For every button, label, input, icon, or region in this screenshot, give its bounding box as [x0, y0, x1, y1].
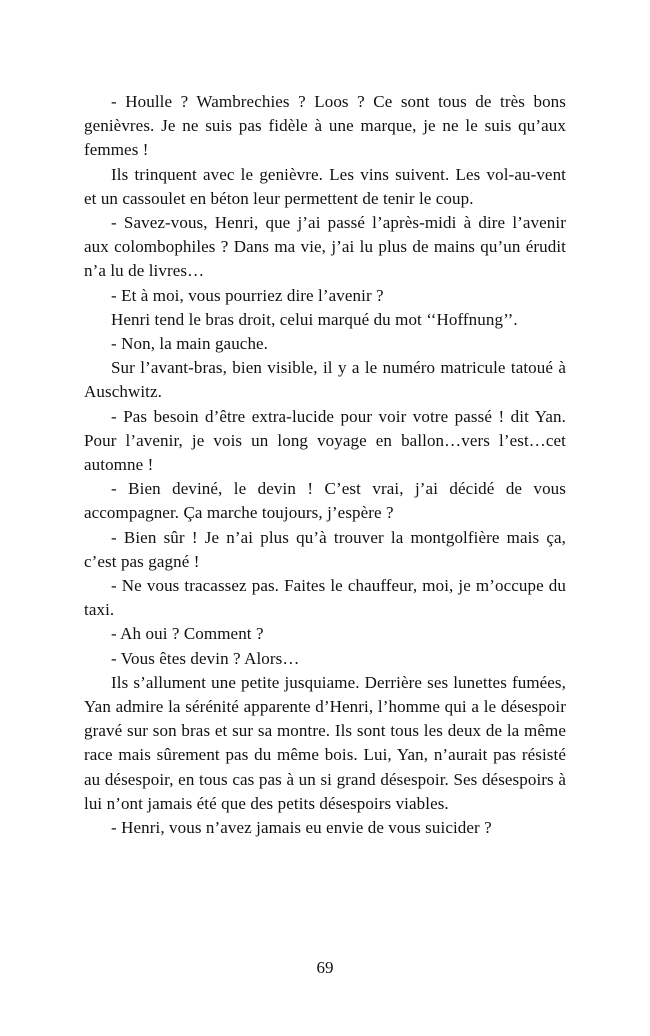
- paragraph: - Ah oui ? Comment ?: [111, 624, 264, 644]
- paragraph: Henri tend le bras droit, celui marqué du mot ‘‘Hoffnung’’.: [111, 309, 518, 329]
- paragraph: - Non, la main gauche.: [111, 334, 269, 354]
- paragraph: - Bien sûr ! Je n’ai plus qu’à trouver la montgolfière mais ça, c’est pas gagné !: [84, 527, 566, 571]
- paragraph: - Et à moi, vous pourriez dire l’avenir ?: [111, 285, 384, 305]
- paragraph: Ils trinquent avec le genièvre. Les vins suivent. Les vol-au-vent et un cassoulet en béton leur permettent de tenir le coup.: [84, 164, 566, 208]
- paragraph: - Savez-vous, Henri, que j’ai passé l’après-midi à dire l’avenir aux colombophiles ? Dans ma vie, j’ai lu plus de mains qu’un érudit n’a lu de livres…: [84, 213, 566, 281]
- paragraph: Sur l’avant-bras, bien visible, il y a le numéro matricule tatoué à Auschwitz.: [84, 358, 566, 402]
- page-number: 69: [316, 958, 334, 977]
- paragraph: Ils s’allument une petite jusquiame. Derrière ses lunettes fumées, Yan admire la sérénité apparente d’Henri, l’homme qui a le désespoir gravé sur son bras et sur sa montre. Ils sont tous les deux de la même race mais sûrement pas du même bois. Lui, Yan, n’aurait pas résisté au désespoir, en tous cas pas à un si grand désespoir. Ses désespoirs à lui n’ont jamais été que des petits désespoirs viables.: [84, 672, 566, 813]
- paragraph: - Houlle ? Wambrechies ? Loos ? Ce sont tous de très bons genièvres. Je ne suis pas fidèle à une marque, je ne le suis qu’aux femmes !: [84, 92, 566, 160]
- paragraph: - Bien deviné, le devin ! C’est vrai, j’ai décidé de vous accompagner. Ça marche toujours, j’espère ?: [84, 479, 566, 523]
- text-block: [84, 90, 566, 840]
- paragraph: - Vous êtes devin ? Alors…: [111, 648, 300, 668]
- paragraph: - Pas besoin d’être extra-lucide pour voir votre passé ! dit Yan. Pour l’avenir, je vois un long voyage en ballon…vers l’est…cet automne !: [84, 406, 566, 475]
- paragraph: - Ne vous tracassez pas. Faites le chauffeur, moi, je m’occupe du taxi.: [84, 576, 566, 620]
- paragraph: - Henri, vous n’avez jamais eu envie de vous suicider ?: [111, 818, 492, 838]
